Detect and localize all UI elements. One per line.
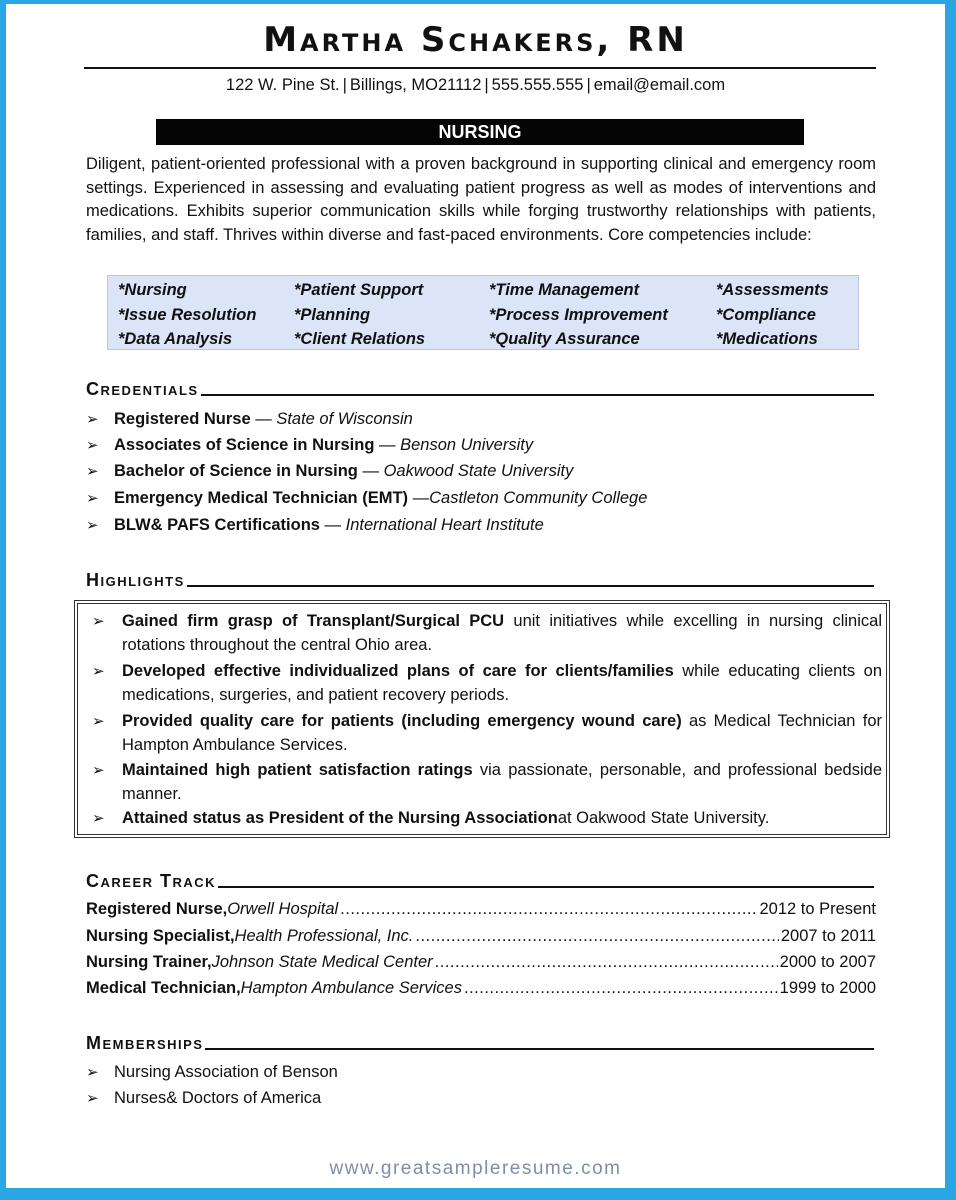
career-employer: Orwell Hospital [227,900,339,918]
name-divider [84,67,876,69]
phone: 555.555.555 [491,76,584,94]
highlight-lead: Gained firm grasp of Transplant/Surgical PCU [122,612,505,630]
highlight-item [92,807,882,831]
credential-title: Registered Nurse [114,410,251,428]
career-row [86,979,876,1003]
dash: — [250,410,277,428]
profession-title: NURSING [156,119,804,145]
section-title: Career Track [86,871,217,891]
dash: — [408,489,430,507]
separator: | [342,76,347,94]
membership-name: Nursing Association of Benson [114,1063,338,1081]
credentials-heading [86,373,874,399]
arrow-bullet-icon: ➢ [86,411,99,428]
highlight-item [92,759,882,806]
competency-item: *Client Relations [294,330,426,348]
career-dates: 2007 to 2011 [780,927,876,945]
credential-org: Castleton Community College [429,489,648,507]
career-dates: 1999 to 2000 [779,979,876,997]
career-row [86,900,876,924]
competency-item: *Planning [294,306,371,324]
arrow-bullet-icon: ➢ [86,1090,99,1107]
footer-watermark: www.greatsampleresume.com [329,1158,622,1179]
highlight-item [92,660,882,707]
highlights-box [74,600,890,838]
dash: — [374,436,401,454]
credential-org: Oakwood State University [383,462,574,480]
city: Billings, MO21112 [349,76,482,94]
career-heading [86,865,874,891]
highlight-text: while educating clients on medications, surgeries, and patient recovery periods. [122,662,882,704]
competency-item: *Compliance [716,306,816,324]
list-item [86,462,573,481]
list-item [86,436,533,455]
competency-item: *Process Improvement [489,306,668,324]
section-rule [205,1048,874,1050]
list-item [86,1063,338,1082]
career-row [86,927,876,951]
career-employer: Johnson State Medical Center [211,953,433,971]
summary-paragraph: Diligent, patient-oriented professional with a proven background in supporting clinical and emergency room settings. Experienced in assessing and evaluating patient progress as well as modes of interventions and medications. Exhibits superior communication skills while forging trustworthy relationships with patients, families, and staff. Thrives within diverse and fast-paced environments. Core competencies include: [86,155,876,244]
section-title: Memberships [86,1033,204,1053]
highlight-text: at Oakwood State University. [557,809,770,827]
separator: | [586,76,591,94]
contact-line [6,76,945,95]
highlight-lead: Developed effective individualized plans of care for clients/families [122,662,674,680]
dot-leader [415,927,778,946]
arrow-bullet-icon: ➢ [86,437,99,454]
dash: — [357,462,384,480]
arrow-bullet-icon: ➢ [92,810,105,827]
highlight-lead: Maintained high patient satisfaction ratings [122,761,473,779]
section-title: Highlights [86,570,185,590]
arrow-bullet-icon: ➢ [86,490,99,507]
competency-item: *Nursing [118,281,187,299]
section-rule [218,886,874,888]
highlight-lead: Provided quality care for patients (including emergency wound care) [122,712,682,730]
credential-title: BLW& PAFS Certifications [114,516,320,534]
list-item [86,1089,321,1108]
career-role: Medical Technician, [86,979,241,997]
highlight-text: unit initiatives while excelling in nursing clinical rotations throughout the central Ohio area. [122,612,882,654]
candidate-name: Martha Schakers, RN [263,20,688,60]
highlight-text: as Medical Technician for Hampton Ambulance Services. [122,712,882,754]
address: 122 W. Pine St. [225,76,340,94]
dot-leader [435,953,778,972]
competency-item: *Issue Resolution [118,306,257,324]
career-employer: Health Professional, Inc. [234,927,414,945]
highlight-text: via passionate, personable, and professional bedside manner. [122,761,882,803]
resume-page [6,4,945,1188]
section-rule [187,585,874,587]
credential-title: Associates of Science in Nursing [114,436,375,454]
membership-name: Nurses& Doctors of America [114,1089,322,1107]
dash: — [319,516,346,534]
section-title: Credentials [86,379,199,399]
credential-org: State of Wisconsin [276,410,413,428]
list-item [86,410,413,429]
arrow-bullet-icon: ➢ [86,463,99,480]
career-dates: 2000 to 2007 [779,953,876,971]
credential-org: International Heart Institute [345,516,544,534]
list-item [86,516,544,535]
highlights-heading [86,564,874,590]
competency-item: *Patient Support [294,281,424,299]
separator: | [484,76,489,94]
career-role: Registered Nurse, [86,900,228,918]
competency-item: *Time Management [489,281,640,299]
competency-item: *Assessments [716,281,829,299]
career-role: Nursing Trainer, [86,953,212,971]
memberships-heading [86,1027,874,1053]
arrow-bullet-icon: ➢ [92,762,105,779]
arrow-bullet-icon: ➢ [92,613,105,630]
arrow-bullet-icon: ➢ [86,1064,99,1081]
career-employer: Hampton Ambulance Services [240,979,462,997]
competency-item: *Medications [716,330,818,348]
email: email@email.com [593,76,726,94]
career-role: Nursing Specialist, [86,927,235,945]
career-row [86,953,876,977]
credential-org: Benson University [400,436,534,454]
section-rule [201,394,874,396]
competency-item: *Quality Assurance [489,330,640,348]
competencies-box [107,275,859,350]
dot-leader [340,900,757,919]
list-item [86,489,647,508]
dot-leader [464,979,778,998]
highlight-item [92,610,882,657]
credential-title: Emergency Medical Technician (EMT) [114,489,409,507]
career-dates: 2012 to Present [759,900,876,918]
credential-title: Bachelor of Science in Nursing [114,462,358,480]
arrow-bullet-icon: ➢ [92,663,105,680]
arrow-bullet-icon: ➢ [92,713,105,730]
highlight-lead: Attained status as President of the Nursing Association [122,809,558,827]
arrow-bullet-icon: ➢ [86,517,99,534]
highlight-item [92,710,882,757]
competency-item: *Data Analysis [118,330,233,348]
